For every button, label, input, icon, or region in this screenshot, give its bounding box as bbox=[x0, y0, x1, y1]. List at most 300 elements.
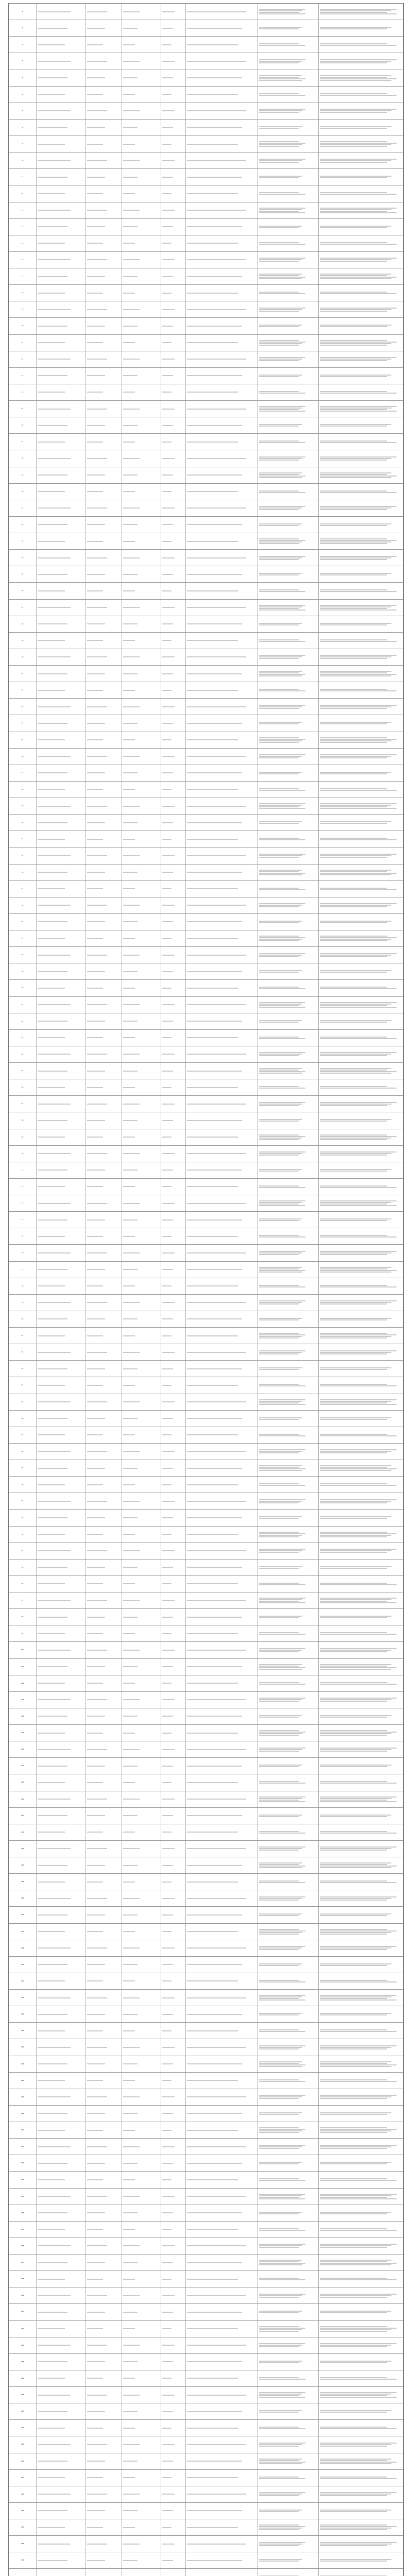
text-placeholder bbox=[259, 559, 299, 560]
text-placeholder bbox=[259, 1601, 299, 1602]
text-placeholder bbox=[162, 2494, 175, 2495]
text-placeholder bbox=[259, 1138, 302, 1139]
flag-cell bbox=[161, 914, 186, 930]
type-cell bbox=[86, 103, 122, 119]
relation-cell bbox=[258, 2205, 319, 2221]
text-placeholder bbox=[259, 708, 299, 709]
text-placeholder bbox=[259, 1333, 299, 1334]
text-placeholder bbox=[162, 2560, 173, 2561]
name-cell bbox=[186, 881, 258, 897]
text-placeholder bbox=[87, 1368, 105, 1369]
text-placeholder bbox=[259, 953, 305, 954]
table-row bbox=[9, 252, 403, 268]
text-placeholder bbox=[259, 340, 299, 341]
text-placeholder bbox=[38, 2229, 65, 2230]
name-cell bbox=[186, 1791, 258, 1807]
text-placeholder bbox=[187, 2229, 238, 2230]
text-placeholder bbox=[38, 309, 71, 310]
flag-cell bbox=[161, 682, 186, 698]
name-cell bbox=[186, 2122, 258, 2138]
date-cell bbox=[122, 1527, 161, 1543]
flag-cell bbox=[161, 1344, 186, 1360]
text-placeholder bbox=[320, 2379, 397, 2380]
flag-cell bbox=[161, 2503, 186, 2519]
text-placeholder bbox=[320, 2066, 391, 2067]
notes-cell bbox=[319, 434, 404, 450]
text-placeholder bbox=[123, 2560, 138, 2561]
text-placeholder bbox=[123, 2494, 140, 2495]
table-row bbox=[9, 1162, 403, 1179]
text-placeholder bbox=[187, 524, 242, 525]
table-row bbox=[9, 1377, 403, 1394]
flag-cell bbox=[161, 1411, 186, 1427]
flag-cell bbox=[161, 1841, 186, 1857]
date-cell bbox=[122, 1411, 161, 1427]
type-cell bbox=[86, 1013, 122, 1029]
text-placeholder bbox=[320, 754, 397, 755]
text-placeholder bbox=[38, 905, 71, 906]
table-row bbox=[9, 120, 403, 136]
date-cell bbox=[122, 1460, 161, 1476]
date-cell bbox=[122, 1890, 161, 1906]
relation-cell bbox=[258, 2486, 319, 2502]
text-placeholder bbox=[187, 1699, 246, 1700]
text-placeholder bbox=[187, 1385, 238, 1386]
text-placeholder bbox=[123, 1567, 138, 1568]
table-row bbox=[9, 2337, 403, 2354]
date-cell bbox=[122, 2056, 161, 2072]
type-cell bbox=[86, 881, 122, 897]
row-number: 127 bbox=[9, 2089, 37, 2105]
text-placeholder bbox=[259, 2410, 302, 2411]
table-row bbox=[9, 37, 403, 53]
text-placeholder bbox=[162, 2411, 173, 2412]
type-cell bbox=[86, 2436, 122, 2452]
text-placeholder bbox=[123, 1137, 135, 1138]
text-placeholder bbox=[123, 1815, 138, 1816]
text-placeholder bbox=[320, 1996, 391, 1997]
text-placeholder bbox=[187, 1335, 238, 1336]
text-placeholder bbox=[38, 1997, 71, 1998]
text-placeholder bbox=[187, 2113, 242, 2114]
text-placeholder bbox=[123, 921, 138, 922]
flag-cell bbox=[161, 2155, 186, 2171]
text-placeholder bbox=[259, 857, 299, 858]
text-placeholder bbox=[259, 1682, 299, 1683]
relation-cell bbox=[258, 1212, 319, 1228]
relation-cell bbox=[258, 947, 319, 963]
text-placeholder bbox=[87, 2510, 105, 2511]
relation-cell bbox=[258, 2453, 319, 2469]
text-placeholder bbox=[87, 2179, 103, 2180]
name-cell bbox=[186, 600, 258, 616]
text-placeholder bbox=[259, 1617, 299, 1618]
text-placeholder bbox=[259, 889, 305, 890]
text-placeholder bbox=[87, 2494, 107, 2495]
table-row bbox=[9, 2056, 403, 2073]
text-placeholder bbox=[320, 936, 387, 937]
text-placeholder bbox=[259, 1533, 305, 1534]
id-cell bbox=[37, 1444, 86, 1460]
text-placeholder bbox=[187, 160, 246, 161]
text-placeholder bbox=[162, 2113, 173, 2114]
text-placeholder bbox=[320, 757, 387, 758]
text-placeholder bbox=[259, 722, 302, 723]
text-placeholder bbox=[187, 226, 242, 227]
text-placeholder bbox=[320, 2096, 391, 2097]
text-placeholder bbox=[320, 1864, 387, 1865]
notes-cell bbox=[319, 533, 404, 549]
text-placeholder bbox=[162, 110, 175, 111]
id-cell bbox=[37, 1493, 86, 1509]
table-body bbox=[9, 4, 403, 2576]
date-cell bbox=[122, 1774, 161, 1790]
flag-cell bbox=[161, 1957, 186, 1973]
notes-cell bbox=[319, 1212, 404, 1228]
notes-cell bbox=[319, 1344, 404, 1360]
text-placeholder bbox=[320, 1733, 391, 1734]
table-row bbox=[9, 1344, 403, 1361]
date-cell bbox=[122, 1874, 161, 1890]
name-cell bbox=[186, 2073, 258, 2089]
name-cell bbox=[186, 335, 258, 351]
text-placeholder bbox=[320, 212, 397, 213]
id-cell bbox=[37, 1741, 86, 1757]
text-placeholder bbox=[320, 1981, 397, 1982]
text-placeholder bbox=[259, 805, 302, 806]
text-placeholder bbox=[38, 888, 65, 889]
date-cell bbox=[122, 2420, 161, 2436]
text-placeholder bbox=[320, 1583, 387, 1584]
text-placeholder bbox=[320, 2544, 391, 2545]
text-placeholder bbox=[259, 411, 305, 412]
id-cell bbox=[37, 252, 86, 268]
type-cell bbox=[86, 1278, 122, 1294]
date-cell bbox=[122, 2354, 161, 2370]
text-placeholder bbox=[320, 1915, 387, 1916]
date-cell bbox=[122, 4, 161, 20]
id-cell bbox=[37, 2089, 86, 2105]
notes-cell bbox=[319, 1625, 404, 1641]
id-cell bbox=[37, 2122, 86, 2138]
text-placeholder bbox=[123, 94, 135, 95]
text-placeholder bbox=[187, 77, 242, 78]
text-placeholder bbox=[162, 1766, 173, 1767]
relation-cell bbox=[258, 897, 319, 913]
date-cell bbox=[122, 1576, 161, 1592]
type-cell bbox=[86, 1725, 122, 1741]
text-placeholder bbox=[320, 543, 387, 544]
text-placeholder bbox=[162, 1418, 173, 1419]
text-placeholder bbox=[259, 2559, 302, 2560]
type-cell bbox=[86, 1808, 122, 1824]
text-placeholder bbox=[320, 146, 387, 147]
notes-cell bbox=[319, 1907, 404, 1923]
text-placeholder bbox=[259, 345, 299, 346]
row-number: 63 bbox=[9, 1030, 37, 1046]
relation-cell bbox=[258, 1344, 319, 1360]
text-placeholder bbox=[38, 1600, 71, 1601]
text-placeholder bbox=[259, 1632, 299, 1633]
row-number: 92 bbox=[9, 1510, 37, 1526]
text-placeholder bbox=[123, 1170, 138, 1171]
row-number: 64 bbox=[9, 1046, 37, 1062]
text-placeholder bbox=[259, 2392, 305, 2393]
text-placeholder bbox=[162, 259, 175, 260]
text-placeholder bbox=[259, 2096, 302, 2097]
name-cell bbox=[186, 1460, 258, 1476]
id-cell bbox=[37, 848, 86, 863]
type-cell bbox=[86, 2552, 122, 2568]
text-placeholder bbox=[320, 658, 387, 659]
text-placeholder bbox=[123, 1683, 135, 1684]
row-number: 153 bbox=[9, 2519, 37, 2535]
text-placeholder bbox=[259, 921, 302, 922]
text-placeholder bbox=[38, 706, 71, 707]
text-placeholder bbox=[123, 1997, 140, 1998]
name-cell bbox=[186, 87, 258, 103]
id-cell bbox=[37, 1129, 86, 1145]
text-placeholder bbox=[259, 259, 302, 260]
text-placeholder bbox=[38, 1401, 71, 1402]
text-placeholder bbox=[259, 1999, 305, 2001]
relation-cell bbox=[258, 1576, 319, 1592]
text-placeholder bbox=[259, 128, 299, 129]
text-placeholder bbox=[259, 1552, 299, 1553]
text-placeholder bbox=[87, 607, 107, 608]
text-placeholder bbox=[320, 838, 387, 839]
flag-cell bbox=[161, 1990, 186, 2006]
text-placeholder bbox=[162, 2163, 173, 2164]
type-cell bbox=[86, 4, 122, 20]
text-placeholder bbox=[259, 1848, 302, 1849]
text-placeholder bbox=[320, 1797, 397, 1798]
table-row bbox=[9, 152, 403, 169]
text-placeholder bbox=[320, 1730, 387, 1731]
text-placeholder bbox=[87, 1418, 105, 1419]
text-placeholder bbox=[259, 2444, 302, 2445]
text-placeholder bbox=[123, 193, 135, 194]
relation-cell bbox=[258, 2552, 319, 2568]
name-cell bbox=[186, 897, 258, 913]
name-cell bbox=[186, 467, 258, 483]
date-cell bbox=[122, 2238, 161, 2254]
text-placeholder bbox=[320, 1800, 387, 1801]
row-number: 124 bbox=[9, 2039, 37, 2055]
text-placeholder bbox=[162, 1964, 173, 1965]
text-placeholder bbox=[259, 2526, 305, 2527]
text-placeholder bbox=[259, 1732, 305, 1733]
text-placeholder bbox=[162, 1054, 175, 1055]
type-cell bbox=[86, 2321, 122, 2337]
text-placeholder bbox=[259, 838, 299, 839]
text-placeholder bbox=[259, 2095, 305, 2096]
table-row bbox=[9, 2536, 403, 2552]
text-placeholder bbox=[38, 607, 71, 608]
flag-cell bbox=[161, 20, 186, 36]
text-placeholder bbox=[87, 1931, 103, 1932]
table-row bbox=[9, 2255, 403, 2271]
text-placeholder bbox=[320, 1251, 397, 1252]
name-cell bbox=[186, 1361, 258, 1377]
text-placeholder bbox=[259, 1781, 299, 1782]
text-placeholder bbox=[162, 1120, 173, 1121]
id-cell bbox=[37, 715, 86, 731]
text-placeholder bbox=[320, 857, 387, 858]
id-cell bbox=[37, 1063, 86, 1079]
text-placeholder bbox=[187, 623, 242, 624]
text-placeholder bbox=[38, 442, 65, 443]
type-cell bbox=[86, 202, 122, 218]
table-row bbox=[9, 1808, 403, 1824]
relation-cell bbox=[258, 2106, 319, 2122]
text-placeholder bbox=[87, 2146, 107, 2147]
date-cell bbox=[122, 1907, 161, 1923]
row-number: 103 bbox=[9, 1692, 37, 1708]
relation-cell bbox=[258, 169, 319, 185]
text-placeholder bbox=[38, 623, 67, 624]
text-placeholder bbox=[320, 1783, 397, 1784]
document-table bbox=[8, 3, 404, 2576]
row-number: 115 bbox=[9, 1890, 37, 1906]
table-row bbox=[9, 1824, 403, 1841]
type-cell bbox=[86, 2106, 122, 2122]
text-placeholder bbox=[38, 1931, 65, 1932]
flag-cell bbox=[161, 417, 186, 433]
relation-cell bbox=[258, 1096, 319, 1112]
relation-cell bbox=[258, 1973, 319, 1989]
table-row bbox=[9, 897, 403, 914]
text-placeholder bbox=[259, 1350, 305, 1351]
text-placeholder bbox=[320, 1254, 387, 1255]
date-cell bbox=[122, 1791, 161, 1807]
name-cell bbox=[186, 1112, 258, 1128]
name-cell bbox=[186, 1824, 258, 1840]
date-cell bbox=[122, 1079, 161, 1095]
text-placeholder bbox=[320, 1898, 391, 1899]
flag-cell bbox=[161, 1924, 186, 1940]
text-placeholder bbox=[259, 1798, 302, 1799]
text-placeholder bbox=[259, 9, 305, 10]
text-placeholder bbox=[162, 1186, 171, 1187]
relation-cell bbox=[258, 103, 319, 119]
table-row bbox=[9, 1195, 403, 1212]
text-placeholder bbox=[87, 2527, 103, 2528]
text-placeholder bbox=[123, 772, 138, 773]
text-placeholder bbox=[259, 671, 302, 672]
text-placeholder bbox=[320, 608, 387, 609]
flag-cell bbox=[161, 2403, 186, 2419]
flag-cell bbox=[161, 1791, 186, 1807]
text-placeholder bbox=[187, 1848, 246, 1849]
text-placeholder bbox=[123, 1186, 135, 1187]
notes-cell bbox=[319, 2222, 404, 2238]
text-placeholder bbox=[259, 77, 299, 78]
flag-cell bbox=[161, 2486, 186, 2502]
text-placeholder bbox=[259, 2528, 302, 2529]
row-number: 109 bbox=[9, 1791, 37, 1807]
text-placeholder bbox=[187, 541, 238, 542]
text-placeholder bbox=[259, 1220, 299, 1221]
flag-cell bbox=[161, 450, 186, 466]
type-cell bbox=[86, 2172, 122, 2188]
notes-cell bbox=[319, 2039, 404, 2055]
text-placeholder bbox=[38, 1335, 65, 1336]
text-placeholder bbox=[259, 1218, 302, 1219]
name-cell bbox=[186, 1278, 258, 1294]
flag-cell bbox=[161, 732, 186, 748]
date-cell bbox=[122, 53, 161, 69]
date-cell bbox=[122, 2453, 161, 2469]
table-row bbox=[9, 798, 403, 815]
notes-cell bbox=[319, 1394, 404, 1410]
text-placeholder bbox=[320, 1533, 397, 1534]
relation-cell bbox=[258, 4, 319, 20]
id-cell bbox=[37, 2205, 86, 2221]
text-placeholder bbox=[187, 1236, 238, 1237]
text-placeholder bbox=[259, 359, 302, 360]
relation-cell bbox=[258, 2189, 319, 2205]
text-placeholder bbox=[320, 1452, 387, 1453]
text-placeholder bbox=[259, 2529, 299, 2530]
text-placeholder bbox=[87, 28, 105, 29]
row-number: 69 bbox=[9, 1129, 37, 1145]
text-placeholder bbox=[320, 1333, 387, 1334]
text-placeholder bbox=[187, 326, 242, 327]
date-cell bbox=[122, 384, 161, 400]
name-cell bbox=[186, 152, 258, 168]
text-placeholder bbox=[320, 2528, 391, 2529]
text-placeholder bbox=[38, 1947, 71, 1948]
text-placeholder bbox=[259, 2013, 302, 2014]
text-placeholder bbox=[123, 474, 138, 476]
id-cell bbox=[37, 2304, 86, 2320]
date-cell bbox=[122, 2304, 161, 2320]
date-cell bbox=[122, 2155, 161, 2171]
text-placeholder bbox=[38, 1021, 67, 1022]
table-row bbox=[9, 831, 403, 848]
text-placeholder bbox=[123, 988, 135, 989]
text-placeholder bbox=[320, 1169, 391, 1170]
text-placeholder bbox=[87, 1567, 105, 1568]
name-cell bbox=[186, 1841, 258, 1857]
text-placeholder bbox=[162, 442, 171, 443]
id-cell bbox=[37, 1377, 86, 1393]
text-placeholder bbox=[320, 525, 387, 526]
text-placeholder bbox=[320, 742, 387, 743]
row-number: 43 bbox=[9, 699, 37, 715]
text-placeholder bbox=[259, 538, 299, 539]
date-cell bbox=[122, 2106, 161, 2122]
type-cell bbox=[86, 2222, 122, 2238]
notes-cell bbox=[319, 1990, 404, 2006]
table-row bbox=[9, 2453, 403, 2470]
text-placeholder bbox=[87, 2047, 107, 2048]
id-cell bbox=[37, 2106, 86, 2122]
text-placeholder bbox=[320, 2392, 397, 2393]
relation-cell bbox=[258, 152, 319, 168]
notes-cell bbox=[319, 997, 404, 1013]
relation-cell bbox=[258, 749, 319, 765]
notes-cell bbox=[319, 1427, 404, 1443]
text-placeholder bbox=[320, 2163, 387, 2164]
name-cell bbox=[186, 1642, 258, 1658]
text-placeholder bbox=[259, 1583, 299, 1584]
text-placeholder bbox=[320, 1055, 387, 1056]
text-placeholder bbox=[320, 1535, 391, 1536]
text-placeholder bbox=[187, 1137, 238, 1138]
text-placeholder bbox=[259, 906, 299, 907]
